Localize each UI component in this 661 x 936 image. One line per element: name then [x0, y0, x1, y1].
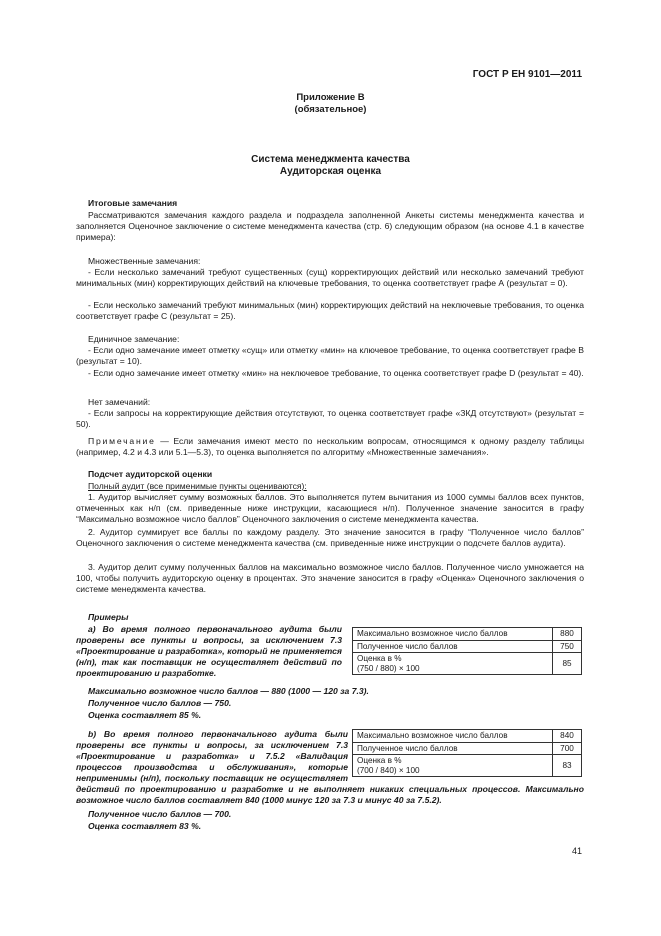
table-row: [353, 628, 582, 641]
table-row: [353, 640, 582, 653]
table-cell-label: Полученное число баллов: [353, 742, 553, 755]
table-cell-label: [353, 755, 553, 777]
table-cell-label: [353, 653, 553, 675]
example-b-score: Оценка составляет 83 %.: [88, 821, 202, 831]
table-row: [353, 742, 582, 755]
section-heading-summary: Итоговые замечания: [88, 198, 178, 208]
full-audit-label: Полный аудит (все применимые пункты оцениваются):: [88, 481, 307, 491]
note: [76, 436, 584, 458]
doc-title-line2: Аудиторская оценка: [279, 166, 382, 177]
score-formula: (700 / 840) × 100: [357, 765, 420, 775]
example-a-table: [352, 627, 582, 675]
section-heading-calc: Подсчет аудиторской оценки: [88, 469, 213, 479]
calc-step-3: 3. Аудитор делит сумму полученных баллов на максимально возможное число баллов. Полученное число умножается на 100, чтобы получить аудиторскую оценку в процентах. Это значение заносится в графу «Оценка» Оценочного заключения о системе менеджмента качества.: [76, 562, 584, 594]
table-cell-value: 83: [553, 755, 582, 777]
score-label: Оценка в %: [357, 756, 402, 765]
multi-rule-1: - Если несколько замечаний требуют существенных (сущ) корректирующих действий или несколько замечаний требуют минимальных (мин) корректирующих действий на ключевые требования, то оценка соответствует графе А (результат = 0).: [76, 267, 584, 288]
example-b-body: b) Во время полного первоначального аудита были проверены все пункты и вопросы, за исключением 7.3 «Проектирование и разработка» и 7.5.2 «Валидация процессов производства и обслуживания», которые неприменимы (н/п), поскольку поставщик не осуществляет действий по проектированию и разработке и не выполняет никаких специальных процессов. Максимально возможное число баллов составляет 840 (1000 минус 120 за 7.3 и минус 40 за 7.5.2).: [76, 729, 584, 805]
note-text: — Если замечания имеют место по нескольким вопросам, относящимся к одному разделу таблицы (например, 4.2 и 4.3 или 5.1—5.3), то оценка выполняется по алгоритму «Множественные замечания».: [76, 436, 584, 457]
table-row: [353, 653, 582, 675]
summary-intro: Рассматриваются замечания каждого раздела и подраздела заполненной Анкеты системы менеджмента качества и заполняется Оценочное заключение о системе менеджмента качества (стр. 6) следующим образом (на основе 4.1 в качестве примера):: [76, 210, 584, 242]
table-row: [353, 730, 582, 743]
example-a-max: Максимально возможное число баллов — 880 (1000 — 120 за 7.3).: [88, 686, 369, 696]
multi-rule-2: - Если несколько замечаний требуют минимальных (мин) корректирующих действий на неключевые требования, то оценка соответствует графе С (результат = 25).: [76, 300, 584, 321]
calc-step-1: 1. Аудитор вычисляет сумму возможных баллов. Это выполняется путем вычитания из 1000 суммы баллов всех пунктов, отмеченных как н/п (см. приведенные ниже инструкции, касающиеся н/п). Полученное значение заносится в графу “Максимально возможное число баллов” Оценочного заключения о системе менеджмента качества.: [76, 492, 584, 524]
example-b-table: [352, 729, 582, 777]
none-title: Нет замечаний:: [88, 397, 151, 407]
table-cell-label: Максимально возможное число баллов: [353, 628, 553, 641]
table-cell-label: Максимально возможное число баллов: [353, 730, 553, 743]
none-rule-1: - Если запросы на корректирующие действия отсутствуют, то оценка соответствует графе «ЗКД отсутствуют» (результат = 50).: [76, 408, 584, 429]
table-row: [353, 755, 582, 777]
table-cell-label: Полученное число баллов: [353, 640, 553, 653]
score-label: Оценка в %: [357, 654, 402, 663]
table-cell-value: 85: [553, 653, 582, 675]
example-a-got: Полученное число баллов — 750.: [88, 698, 232, 708]
document-code: ГОСТ Р ЕН 9101—2011: [472, 69, 582, 80]
doc-title-line1: Система менеджмента качества: [251, 154, 410, 165]
table-cell-value: 700: [553, 742, 582, 755]
examples-heading: Примеры: [88, 612, 129, 622]
example-b-got: Полученное число баллов — 700.: [88, 809, 232, 819]
example-a-score: Оценка составляет 85 %.: [88, 710, 202, 720]
appendix-title: Приложение В: [296, 92, 365, 103]
table-cell-value: 840: [553, 730, 582, 743]
table-cell-value: 750: [553, 640, 582, 653]
calc-step-2: 2. Аудитор суммирует все баллы по каждому разделу. Это значение заносится в графу “Полученное число баллов” Оценочного заключения о системе менеджмента качества (см. приведенные ниже инструкции о подсчете баллов аудита).: [76, 527, 584, 548]
appendix-subtitle: (обязательное): [294, 104, 367, 115]
multi-title: Множественные замечания:: [88, 256, 201, 266]
single-title: Единичное замечание:: [88, 334, 180, 344]
score-formula: (750 / 880) × 100: [357, 663, 420, 673]
single-rule-2: - Если одно замечание имеет отметку «мин» на неключевое требование, то оценка соответствует графе D (результат = 40).: [88, 368, 584, 378]
table-cell-value: 880: [553, 628, 582, 641]
example-a-text: а) Во время полного первоначального аудита были проверены все пункты и вопросы, за исключением 7.3 «Проектирование и разработка», который не применяется (н/п), так как поставщик не осуществляет действий по проектированию и разработке.: [76, 624, 342, 678]
note-label: Примечание: [88, 436, 156, 446]
page-number: 41: [571, 846, 582, 856]
single-rule-1: - Если одно замечание имеет отметку «сущ» или отметку «мин» на ключевое требование, то оценка соответствует графе В (результат = 10).: [76, 345, 584, 366]
